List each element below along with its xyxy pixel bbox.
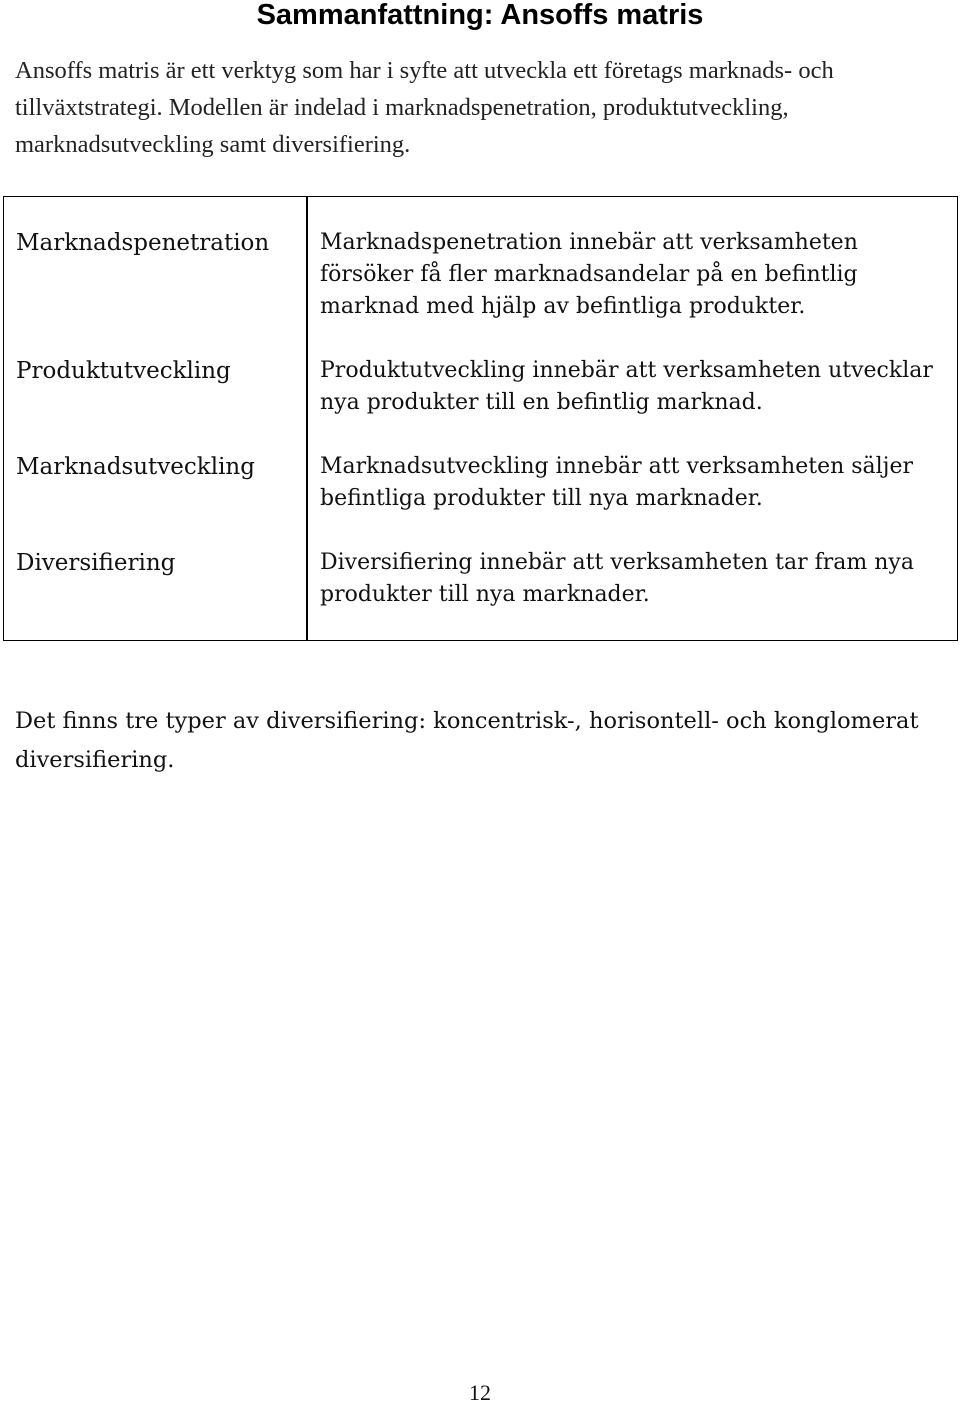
description-diversifiering: Diversifiering innebär att verksamheten tar fram nya produkter till nya marknader. — [320, 550, 914, 607]
description-produktutveckling: Produktutveckling innebär att verksamheten utvecklar nya produkter till en befintlig marknad. — [320, 358, 933, 415]
description-marknadspenetration: Marknadspenetration innebär att verksamheten försöker få fler marknadsandelar på en befintlig marknad med hjälp av befintliga produkter. — [320, 230, 858, 319]
description-marknadsutveckling: Marknadsutveckling innebär att verksamheten säljer befintliga produkter till nya marknader. — [320, 454, 914, 511]
column-divider — [306, 197, 308, 640]
term-diversifiering: Diversifiering — [16, 550, 176, 576]
page-number: 12 — [469, 1380, 491, 1405]
term-produktutveckling: Produktutveckling — [16, 358, 231, 384]
outro-paragraph: Det finns tre typer av diversifiering: koncentrisk-, horisontell- och konglomerat diversifiering. — [15, 708, 919, 773]
term-marknadsutveckling: Marknadsutveckling — [16, 454, 255, 480]
page-title: Sammanfattning: Ansoffs matris — [256, 0, 704, 31]
term-marknadspenetration: Marknadspenetration — [16, 230, 270, 256]
ansoff-matrix-table — [3, 196, 958, 641]
intro-paragraph: Ansoffs matris är ett verktyg som har i syfte att utveckla ett företags marknads- och tillväxtstrategi. Modellen är indelad i marknadspenetration, produktutveckling, marknadsutveckling samt diversifiering. — [15, 57, 834, 158]
